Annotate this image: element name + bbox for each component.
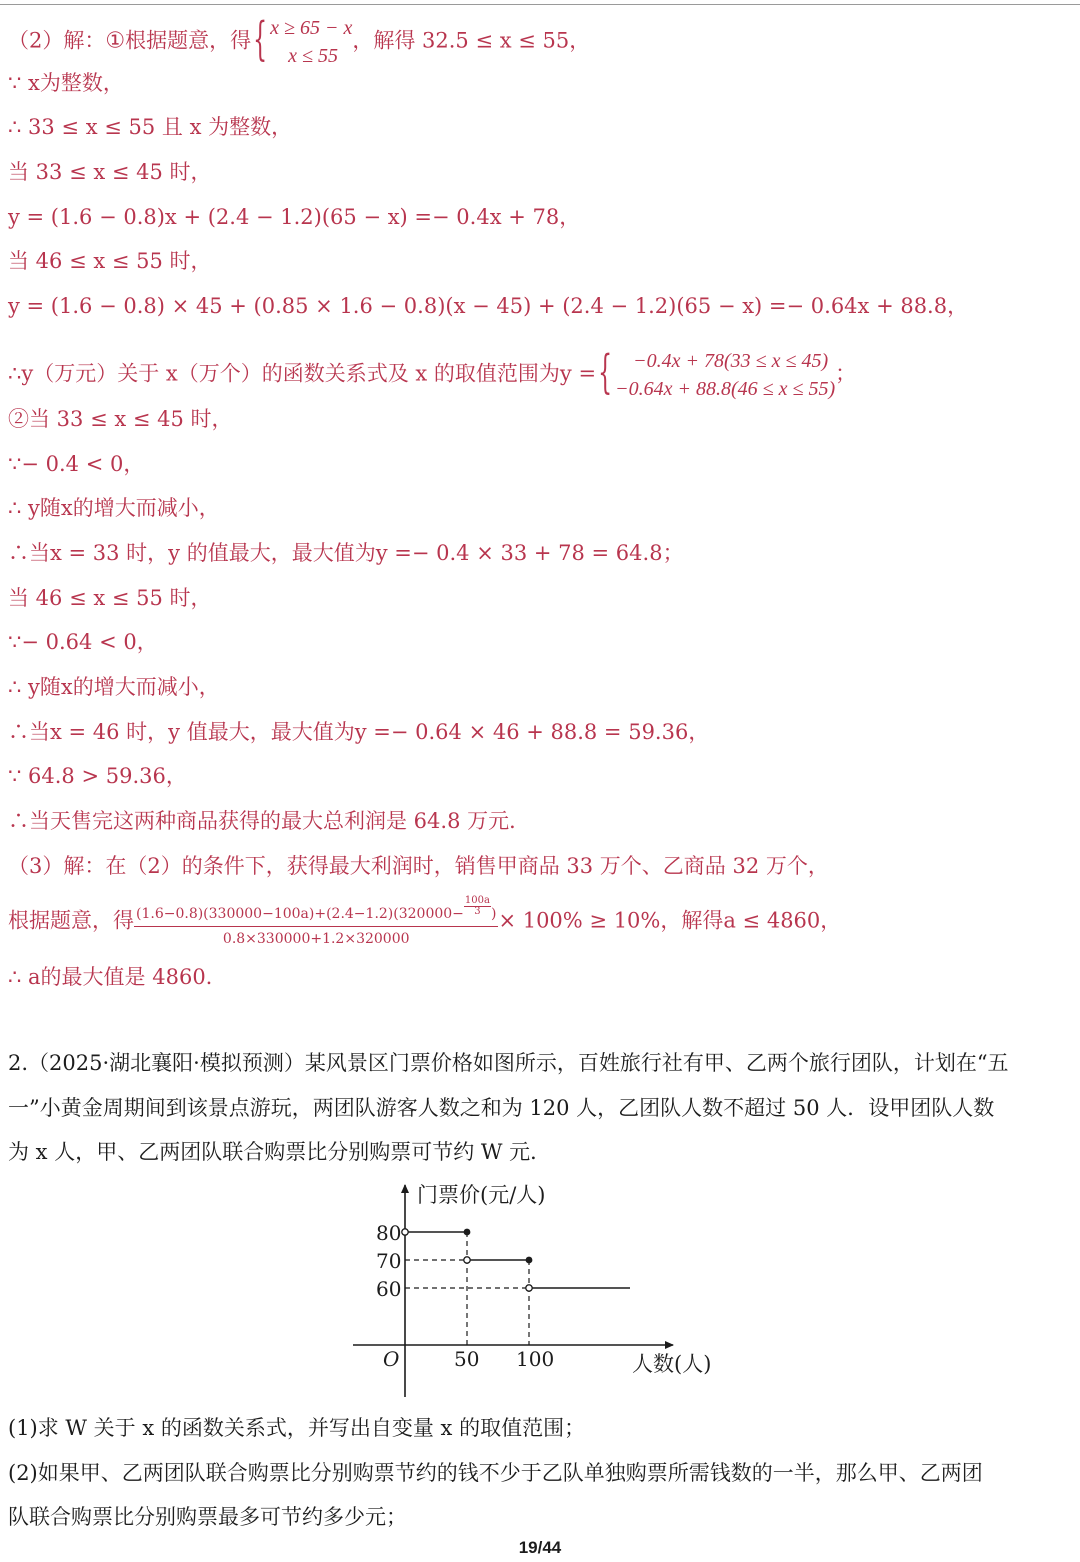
mini-fraction: $\frac{100a}{3}$	[464, 895, 490, 917]
solution-line-5: y = (1.6 − 0.8)x + (2.4 − 1.2)(65 − x) =− 0.4x + 78，	[8, 205, 581, 229]
solution-line-11: ∴ y随x的增大而减小，	[8, 496, 220, 520]
solution-line-4: 当 33 ≤ x ≤ 45 时，	[8, 160, 212, 184]
open-point-1	[402, 1229, 408, 1235]
solution-line-6: 当 46 ≤ x ≤ 55 时，	[8, 249, 212, 273]
y-axis-label: 门票价(元/人)	[417, 1183, 546, 1207]
system-of-inequalities: { x ≥ 65 − x x ≤ 55	[253, 14, 353, 68]
y-tick-60: 60	[376, 1277, 402, 1301]
origin-label: O	[383, 1347, 400, 1371]
y-tick-80: 80	[376, 1221, 402, 1245]
solution-line-14: ∵− 0.64 < 0，	[8, 630, 158, 654]
solution-line-10: ∵− 0.4 < 0，	[8, 452, 145, 476]
x-axis-label: 人数(人)	[632, 1352, 712, 1376]
problem2-line-1: 2.（2025·湖北襄阳·模拟预测）某风景区门票价格如图所示，百姓旅行社有甲、乙两个旅行团队，计划在“五	[8, 1051, 1009, 1075]
solution-line-13: 当 46 ≤ x ≤ 55 时，	[8, 586, 212, 610]
open-point-3	[526, 1285, 532, 1291]
solution-line-2: ∵ x为整数，	[8, 71, 124, 95]
solution-line-7: y = (1.6 − 0.8) × 45 + (0.85 × 1.6 − 0.8)(x − 45) + (2.4 − 1.2)(65 − x) =− 0.64x + 88.8，	[8, 294, 969, 318]
piecewise-function: { −0.4x + 78(33 ≤ x ≤ 45) −0.64x + 88.8(46 ≤ x ≤ 55)	[598, 347, 836, 401]
x-tick-50: 50	[454, 1347, 480, 1371]
solution-line-9: ②当 33 ≤ x ≤ 45 时，	[8, 407, 233, 431]
question-2-line-2: 队联合购票比分别购票最多可节约多少元；	[8, 1505, 407, 1529]
solution-line-17: ∵ 64.8 > 59.36，	[8, 764, 187, 788]
closed-point-2	[526, 1257, 533, 1264]
solution-line-20: 根据题意，得 (1.6−0.8)(330000−100a)+(2.4−1.2)(320000− $\frac{100a}{3}$ ) 0.8×330000+1.2×320000 × 100% ≥ 10%，解得a ≤ 4860，	[8, 895, 842, 947]
solution-line-8: ∴y（万元）关于 x（万个）的函数关系式及 x 的取值范围为y ={ −0.4x + 78(33 ≤ x ≤ 45) −0.64x + 88.8(46 ≤ x ≤ 55) ；	[8, 347, 856, 403]
closed-point-1	[464, 1229, 471, 1236]
question-2-line-1: (2)如果甲、乙两团队联合购票比分别购票节约的钱不少于乙队单独购票所需钱数的一半，那么甲、乙两团	[8, 1461, 983, 1485]
open-point-2	[464, 1257, 470, 1263]
solution-line-12: ∴当x = 33 时，y 的值最大，最大值为y =− 0.4 × 33 + 78 = 64.8；	[8, 541, 684, 565]
circled-one: ①	[105, 28, 126, 54]
y-tick-70: 70	[376, 1249, 402, 1273]
problem2-line-3: 为 x 人，甲、乙两团队联合购票比分别购票可节约 W 元．	[8, 1140, 552, 1164]
solution-line-18: ∴当天售完这两种商品获得的最大总利润是 64.8 万元．	[8, 809, 531, 833]
solution-line-1: （2）解：①根据题意，得{ x ≥ 65 − x x ≤ 55 ，解得 32.5 ≤ x ≤ 55，	[8, 14, 590, 70]
profit-ratio-fraction: (1.6−0.8)(330000−100a)+(2.4−1.2)(320000− $\frac{100a}{3}$ ) 0.8×330000+1.2×320000	[136, 895, 497, 947]
top-rule	[0, 4, 1080, 5]
solution-line-21: ∴ a的最大值是 4860.	[8, 965, 213, 989]
solution-line-3: ∴ 33 ≤ x ≤ 55 且 x 为整数，	[8, 115, 293, 139]
solution-line-16: ∴当x = 46 时，y 值最大，最大值为y =− 0.64 × 46 + 88.8 = 59.36，	[8, 720, 710, 744]
page-number: 19/44	[518, 1538, 562, 1557]
problem2-line-2: 一”小黄金周期间到该景点游玩，两团队游客人数之和为 120 人，乙团队人数不超过 50 人．设甲团队人数	[8, 1096, 995, 1120]
solution-line-15: ∴ y随x的增大而减小，	[8, 675, 220, 699]
solution-line-19: （3）解：在（2）的条件下，获得最大利润时，销售甲商品 33 万个、乙商品 32 万个，	[8, 854, 829, 878]
question-1: (1)求 W 关于 x 的函数关系式，并写出自变量 x 的取值范围；	[8, 1416, 586, 1440]
x-tick-100: 100	[516, 1347, 555, 1371]
ticket-price-chart	[0, 1175, 1080, 1405]
